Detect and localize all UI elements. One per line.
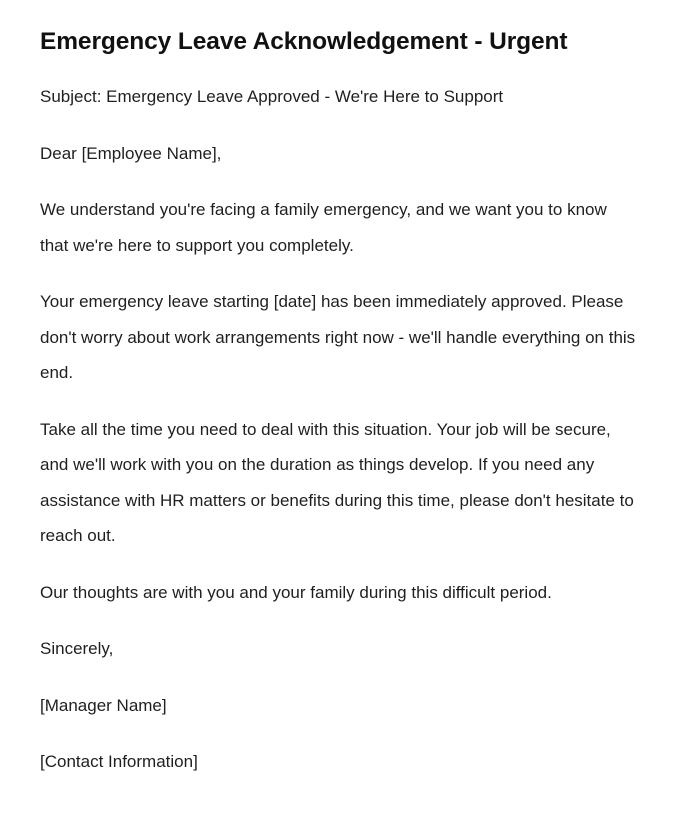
paragraph-approval: Your emergency leave starting [date] has been immediately approved. Please don't worry about work arrangements right now - we'll handle everything on this end.: [40, 292, 640, 382]
page-title: Emergency Leave Acknowledgement - Urgent: [40, 28, 568, 55]
signature-name: [Manager Name]: [40, 695, 167, 715]
paragraph-support: We understand you're facing a family emergency, and we want you to know that we're here to support you completely.: [40, 200, 612, 255]
subject-line: Subject: Emergency Leave Approved - We're Here to Support: [40, 87, 504, 106]
salutation: Dear [Employee Name],: [40, 143, 222, 163]
signature-contact: [Contact Information]: [40, 752, 198, 771]
paragraph-condolences: Our thoughts are with you and your family during this difficult period.: [40, 582, 552, 602]
paragraph-job-security: Take all the time you need to deal with this situation. Your job will be secure, and we'll work with you on the duration as things develop. If you need any assistance with HR matters or benefits during this time, please don't hesitate to reach out.: [40, 419, 639, 545]
closing: Sincerely,: [40, 639, 114, 658]
